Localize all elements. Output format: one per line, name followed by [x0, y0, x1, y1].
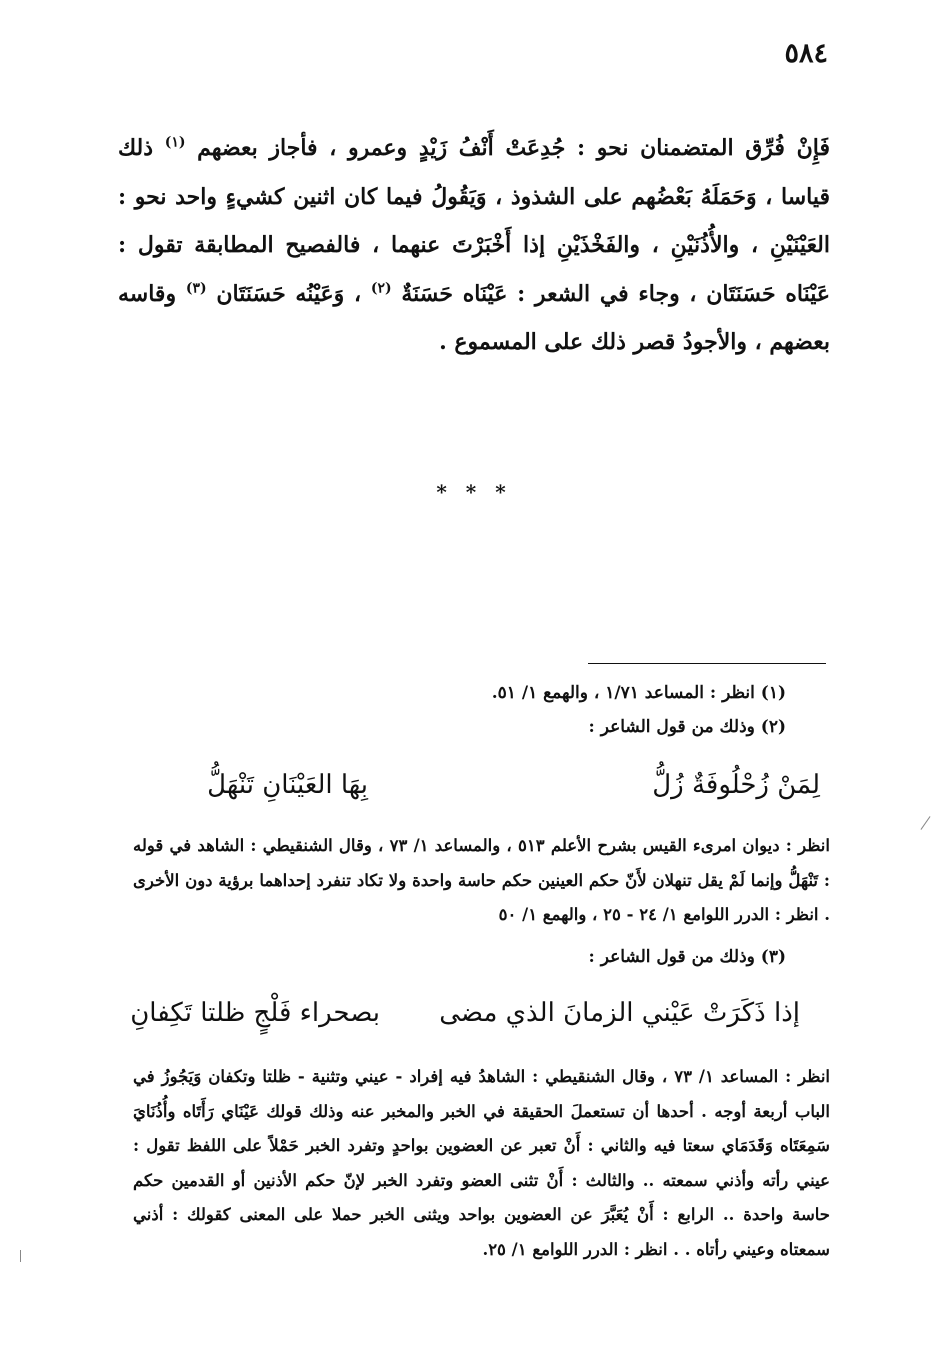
footnote-3-intro: (٣) وذلك من قول الشاعر : — [588, 947, 786, 967]
scan-mark — [921, 816, 931, 830]
section-separator: * * * — [436, 480, 512, 504]
footnote-divider — [588, 663, 826, 664]
footnote-ref-2: (٢) — [370, 280, 392, 297]
scan-mark — [20, 1250, 21, 1262]
footnote-ref-3: (٣) — [185, 280, 207, 297]
main-text-paragraph — [118, 124, 830, 367]
footnote-ref-1: (١) — [164, 134, 186, 151]
verse-1-second-hemistich: بِهَا العَيْنَانِ تَنْهَلُّ — [207, 770, 368, 800]
verse-2-first-hemistich: إذا ذَكَرَتْ عَيْني الزمانَ الذي مضى — [439, 998, 800, 1028]
main-text-part-2: ذلك قياسا ، وَحَمَلَهُ بَعْضُهم على الشذوذ ، وَيَقُولُ فيما كان اثنين كشيءٍ واحد نحو : العَيْنَيْنِ ، والأُذُنَيْنِ ، والفَخْذَيْنِ إذا أَخْبَرْتَ عنهما ، فالفصيح المطابقة تقول : عَيْنَاه حَسَنَتَان ، وجاء في الشعر : عَيْنَاه حَسَنَةٌ — [118, 135, 830, 307]
main-text-part-3: ، وَعَيْنُه حَسَنَتَان — [216, 280, 362, 307]
footnote-1: (١) انظر : المساعد ١/٧١ ، والهمع ١/ ٥١. — [491, 683, 786, 703]
footnote-3-note: انظر : المساعد ١/ ٧٣ ، وقال الشنقيطي : الشاهدُ فيه إفراد - عيني وتثنية - ظلتا وتكفان وَيَجُوزُ في الباب أربعة أوجه . أحدها أن تستعملَ الحقيقة في الخبر والمخبر عنه وذلك قولك عَيْنَاي رَأَتَاه وأُذُنَايَ سَمِعَتَاه وَقَدَمَاي سعتا فيه والثاني : أَنْ تعبر عن العضوين بواحدٍ وتفرد الخبر حَمْلاً على اللفظ تقول : عيني رأته وأذني سمعته .. والثالث : أَنْ تثنى العضو وتفرد الخبر لإنّ حكم الأذنين أو القدمين حكم حاسة واحدة .. الرابع : أَنْ يُعَبَّرَ عن العضوين بواحد ويثنى الخبر حملا على المعنى كقولك : أذني سمعتاه وعيني رأتاه . . انظر : الدرر اللوامع ١/ ٢٥. — [133, 1067, 830, 1259]
footnote-2-note: انظر : ديوان امرىء القيس بشرح الأعلم ٥١٣ ، والمساعد ١/ ٧٣ ، وقال الشنقيطي : الشاهد في قوله : تَنْهَلُّ وإنما لَمْ يقل تنهلان لأَنّ حكم العينين حكم حاسة واحدة ولا تكاد تنفرد إحداهما برؤية دون الأخرى . انظر : الدرر اللوامع ١/ ٢٤ - ٢٥ ، والهمع ١/ ٥٠ — [133, 836, 830, 924]
main-text-body — [118, 124, 830, 367]
verse-2-second-hemistich: بصحراء فَلْجٍ ظلتا تَكِفانِ — [130, 998, 380, 1028]
footnote-2-intro: (٢) وذلك من قول الشاعر : — [588, 717, 786, 737]
verse-1-first-hemistich: لِمَنْ زُحْلُوفَةٌ زُلُّ — [652, 770, 820, 800]
main-text-part-1: فَإِنْ فُرِّق المتضمنان نحو : جُدِعَتْ أَنْفُ زَيْدٍ وعمرو ، فأجاز بعضهم — [197, 135, 830, 161]
page-number: ٥٨٤ — [784, 38, 828, 69]
main-text-part-4: وقاسه بعضهم ، والأجودُ قصر ذلك على المسموع . — [118, 280, 830, 355]
